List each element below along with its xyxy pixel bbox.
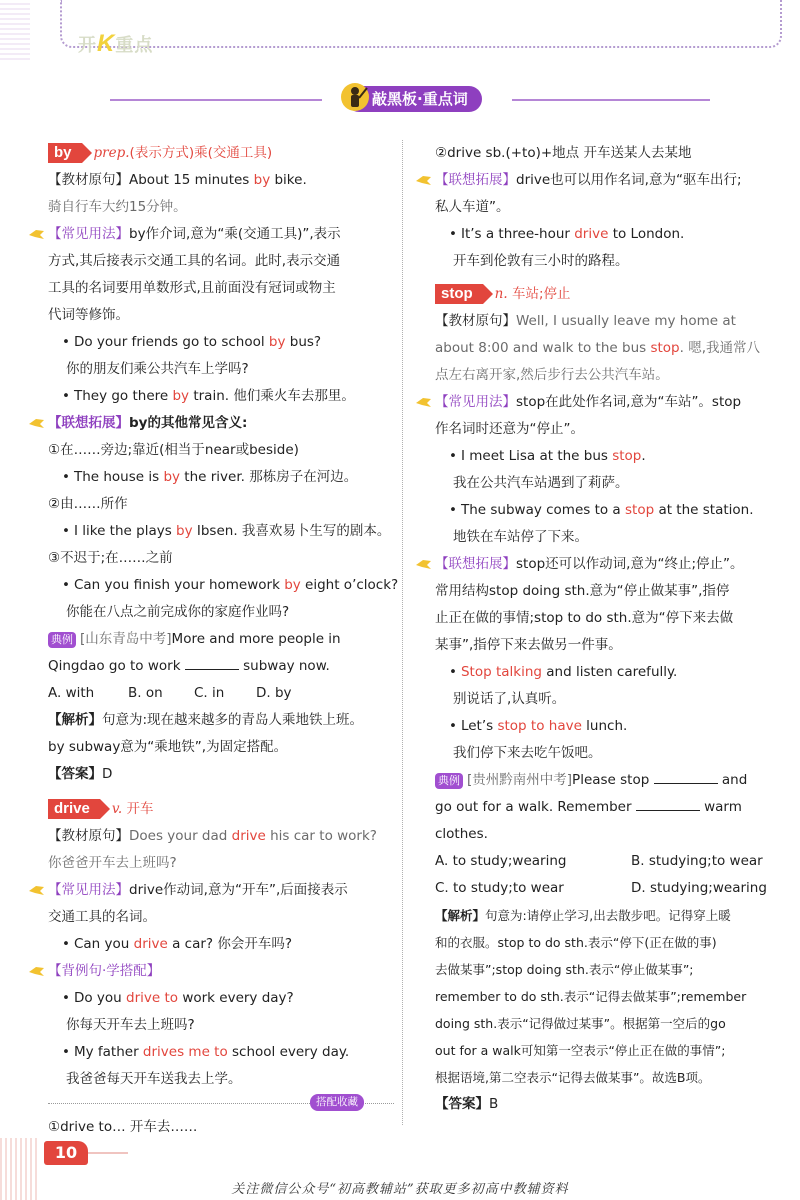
example-sentence: • Stop talking and listen carefully. (435, 659, 777, 686)
footer-note: 关注微信公众号“初高教辅站”获取更多初高中教辅资料 (231, 1182, 569, 1197)
answer-blank (185, 655, 239, 670)
bird-icon (28, 416, 46, 430)
example-translation: 我爸爸每天开车送我去上学。 (66, 1071, 242, 1087)
option-a: A. with (48, 685, 95, 701)
example-sentence: • Do you drive to work every day? (48, 985, 394, 1012)
example-sentence: • The house is by the river. 那栋房子在河边。 (48, 464, 394, 491)
page-number: 10 (44, 1141, 88, 1165)
usage-line: 方式,其后接表示交通工具的名词。此时,表示交通 (48, 253, 341, 269)
usage-block: 【常见用法】drive作动词,意为“开车”,后面接表示 (48, 877, 394, 904)
usage-line: 作名词时还意为“停止”。 (435, 421, 584, 437)
example-sentence: • My father drives me to school every day. (48, 1039, 394, 1066)
meaning-item: ①在……旁边;靠近(相当于near或beside) (48, 442, 299, 458)
option-d: D. studying;wearing (631, 880, 767, 896)
bird-icon (415, 395, 433, 409)
page-number-tail (88, 1152, 128, 1154)
extension-line: 止正在做的事情;stop to do sth.意为“停下来去做 (435, 610, 734, 626)
usage-line: 工具的名词要用单数形式,且前面没有冠词或物主 (48, 280, 336, 296)
extension-block: 【联想拓展】drive也可以用作名词,意为“驱车出行; (435, 167, 777, 194)
meaning-item: ②由……所作 (48, 496, 128, 512)
option-c: C. to study;to wear (435, 880, 564, 896)
usage-block: 【常见用法】stop在此处作名词,意为“车站”。stop (435, 389, 777, 416)
example-badge: 典例 (48, 632, 76, 648)
entry-stop-heading: stop n. 车站;停止 (435, 281, 777, 308)
usage-block: 【常见用法】by作介词,意为“乘(交通工具)”,表示 (48, 221, 394, 248)
extension-block: 【联想拓展】stop还可以作动词,意为“终止;停止”。 (435, 551, 777, 578)
bird-icon (28, 964, 46, 978)
example-sentence: • It’s a three-hour drive to London. (435, 221, 777, 248)
entry-drive-heading: drive v. 开车 (48, 796, 394, 823)
answer-blank (636, 796, 700, 811)
textbook-sentence-cn: 骑自行车大约15分钟。 (48, 199, 187, 215)
section-title (346, 86, 482, 112)
answer-options (48, 680, 394, 707)
meaning-item: ③不迟于;在……之前 (48, 550, 173, 566)
example-sentence: • The subway comes to a stop at the station. (435, 497, 777, 524)
exam-question: 典例 [山东青岛中考]More and more people in (48, 626, 394, 653)
collocation-item: ①drive to… 开车去…… (48, 1119, 198, 1135)
bird-icon (415, 557, 433, 571)
example-sentence: • Can you drive a car? 你会开车吗? (48, 931, 394, 958)
textbook-sentence: 【教材原句】Well, I usually leave my home at (435, 313, 736, 329)
word-tag-drive: drive (48, 799, 100, 819)
example-sentence: • Can you finish your homework by eight o’clock? (48, 572, 394, 599)
banner-line-right (512, 99, 710, 101)
textbook-sentence-cn: 点左右离开家,然后步行去公共汽车站。 (435, 367, 669, 383)
analysis: 【解析】句意为:现在越来越多的青岛人乘地铁上班。 (48, 712, 364, 728)
collect-badge: 搭配收藏 (310, 1094, 364, 1111)
banner-line-left (110, 99, 322, 101)
option-c: C. in (194, 685, 225, 701)
example-translation: 别说话了,认真听。 (453, 691, 566, 707)
exam-question-line: go out for a walk. Remember warm (435, 794, 777, 821)
word-tag-by: by (48, 143, 82, 163)
exam-question: 典例 [贵州黔南州中考]Please stop and (435, 767, 777, 794)
example-sentence: • I like the plays by Ibsen. 我喜欢易卜生写的剧本。 (48, 518, 394, 545)
textbook-sentence-line: about 8:00 and walk to the bus stop. 嗯,我通常八 (435, 340, 760, 356)
example-translation: 你每天开车去上班吗? (66, 1017, 195, 1033)
example-translation: 你的朋友们乘公共汽车上学吗? (66, 361, 249, 377)
example-sentence: • They go there by train. 他们乘火车去那里。 (48, 383, 394, 410)
extension-line: 某事”,指停下来去做另一件事。 (435, 637, 622, 653)
left-column (48, 140, 399, 1141)
analysis: 【解析】句意为:请停止学习,出去散步吧。记得穿上暖 (435, 908, 731, 923)
section-banner (110, 86, 710, 112)
answer-blank (654, 769, 718, 784)
back-examples: 【背例句·学搭配】 (48, 958, 394, 985)
textbook-sentence: 【教材原句】Does your dad drive his car to work? (48, 828, 377, 844)
analysis-line: out for a walk可知第一空表示“停止正在做的事情”; (435, 1043, 726, 1058)
answer-options (435, 848, 777, 875)
analysis-line: 和的衣服。stop to do sth.表示“停下(正在做的事) (435, 935, 717, 950)
header-frame (60, 0, 782, 48)
example-translation: 开车到伦敦有三小时的路程。 (453, 253, 629, 269)
example-translation: 我在公共汽车站遇到了莉萨。 (453, 475, 629, 491)
usage-line: 代词等修饰。 (48, 307, 129, 323)
analysis-line: by subway意为“乘地铁”,为固定搭配。 (48, 739, 288, 755)
exam-question-line: clothes. (435, 826, 488, 842)
right-column (435, 140, 777, 1118)
option-d: D. by (256, 685, 292, 701)
teacher-icon (340, 80, 370, 114)
extension-line: 常用结构stop doing sth.意为“停止做某事”,指停 (435, 583, 730, 599)
exam-question-line: Qingdao go to work subway now. (48, 653, 394, 680)
extension-block: 【联想拓展】by的其他常见含义: (48, 410, 394, 437)
analysis-line: doing sth.表示“记得做过某事”。根据第一空后的go (435, 1016, 726, 1031)
entry-by-heading: by prep.(表示方式)乘(交通工具) (48, 140, 394, 167)
example-sentence: • Let’s stop to have lunch. (435, 713, 777, 740)
analysis-line: remember to do sth.表示“记得去做某事”;remember (435, 989, 747, 1004)
brand-logo: 开K重点 (78, 30, 154, 57)
bird-icon (415, 173, 433, 187)
collect-divider (48, 1096, 394, 1108)
example-translation: 你能在八点之前完成你的家庭作业吗? (66, 604, 290, 620)
usage-line: 交通工具的名词。 (48, 909, 156, 925)
answer-options (435, 875, 777, 902)
option-b: B. studying;to wear (631, 853, 763, 869)
bird-icon (28, 883, 46, 897)
textbook-sentence: 【教材原句】About 15 minutes by bike. (48, 172, 307, 188)
extension-line: 私人车道”。 (435, 199, 510, 215)
answer: 【答案】D (48, 766, 113, 782)
option-a: A. to study;wearing (435, 853, 567, 869)
answer: 【答案】B (435, 1096, 499, 1112)
example-translation: 地铁在车站停了下来。 (453, 529, 588, 545)
example-sentence: • I meet Lisa at the bus stop. (435, 443, 777, 470)
corner-texture (0, 0, 30, 60)
textbook-sentence-cn: 你爸爸开车去上班吗? (48, 855, 177, 871)
word-tag-stop: stop (435, 284, 483, 304)
example-badge: 典例 (435, 773, 463, 789)
bird-icon (28, 227, 46, 241)
collocation-item: ②drive sb.(+to)+地点 开车送某人去某地 (435, 145, 692, 161)
example-sentence: • Do your friends go to school by bus? (48, 329, 394, 356)
example-translation: 我们停下来去吃午饭吧。 (453, 745, 602, 761)
option-b: B. on (128, 685, 163, 701)
section-title-text: 敲黑板·重点词 (372, 90, 468, 108)
column-divider (402, 140, 403, 1125)
analysis-line: 根据语境,第二空表示“记得去做某事”。故选B项。 (435, 1070, 711, 1085)
analysis-line: 去做某事”;stop doing sth.表示“停止做某事”; (435, 962, 694, 977)
